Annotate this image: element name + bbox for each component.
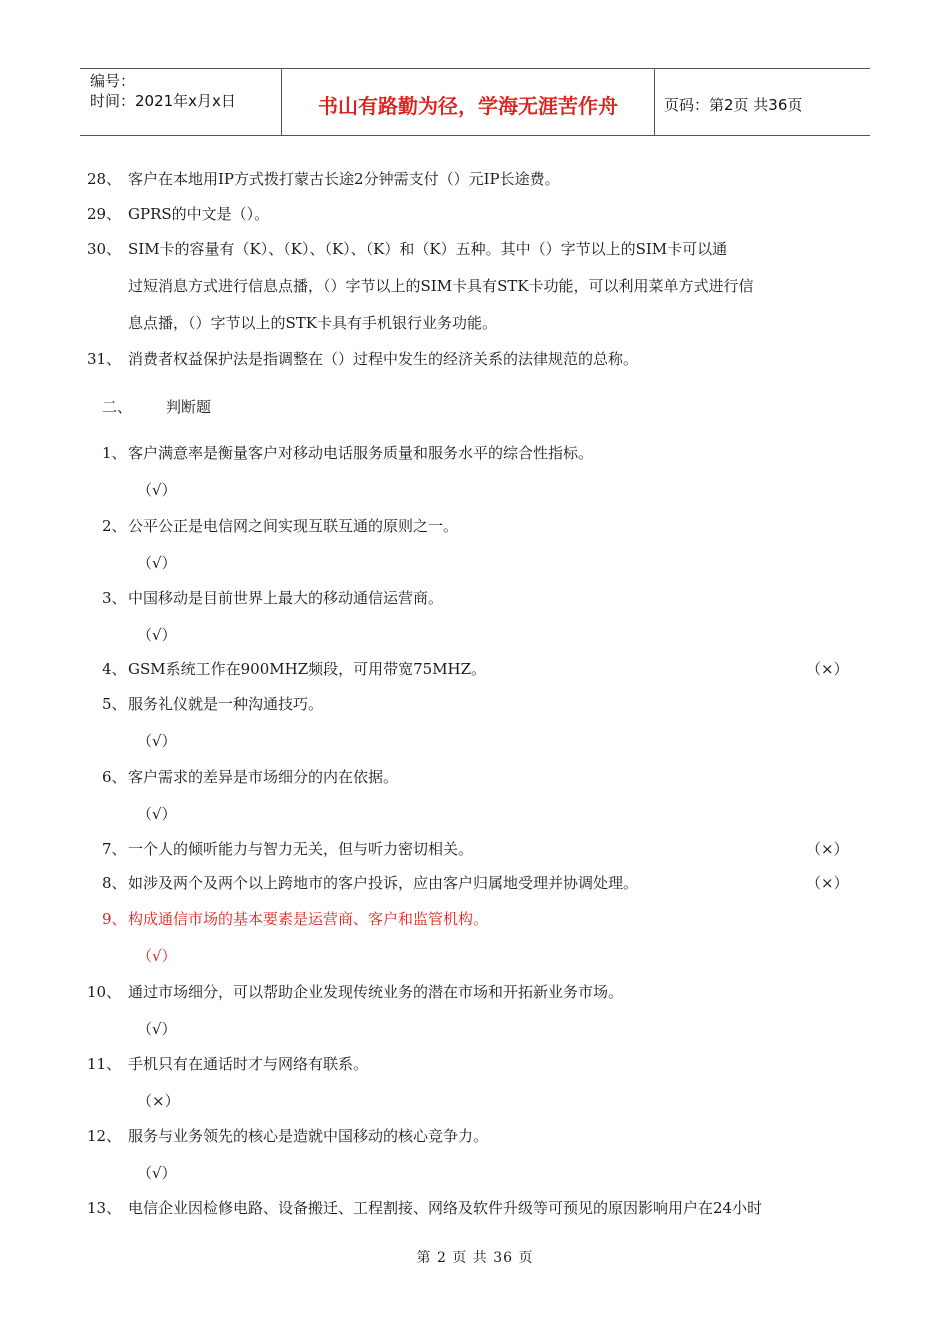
judgment-text: 通过市场细分，可以帮助企业发现传统业务的潜在市场和开拓新业务市场。 [128, 983, 624, 1001]
judgment-answer-inline: （×） [806, 840, 849, 858]
section-number: 二、 [102, 398, 133, 416]
judgment-answer-highlighted: （√） [137, 947, 177, 965]
judgment-answer: （×） [137, 1092, 180, 1110]
judgment-answer: （√） [137, 481, 177, 499]
question-text: GPRS的中文是（）。 [128, 205, 270, 223]
judgment-answer-inline: （×） [806, 874, 849, 892]
judgment-number: 12、 [87, 1127, 122, 1145]
judgment-text: 如涉及两个及两个以上跨地市的客户投诉，应由客户归属地受理并协调处理。 [128, 874, 639, 892]
judgment-text: 中国移动是目前世界上最大的移动通信运营商。 [128, 589, 444, 607]
question-text-continued: 过短消息方式进行信息点播，（）字节以上的SIM卡具有STK卡功能，可以利用菜单方式进行信 [128, 277, 754, 295]
page-footer: 第 2 页 共 36 页 [416, 1250, 534, 1266]
judgment-text-highlighted: 构成通信市场的基本要素是运营商、客户和监管机构。 [128, 910, 489, 928]
judgment-text: 电信企业因检修电路、设备搬迁、工程割接、网络及软件升级等可预见的原因影响用户在24小时 [128, 1199, 763, 1217]
question-text: 客户在本地用IP方式拨打蒙古长途2分钟需支付（）元IP长途费。 [128, 170, 560, 188]
header-bottom-rule [80, 135, 870, 136]
judgment-number: 10、 [87, 983, 122, 1001]
judgment-answer: （√） [137, 554, 177, 572]
judgment-answer: （√） [137, 626, 177, 644]
judgment-text: 服务礼仪就是一种沟通技巧。 [128, 695, 324, 713]
date-label: 时间：2021年x月x日 [90, 92, 236, 110]
judgment-text: 手机只有在通话时才与网络有联系。 [128, 1055, 369, 1073]
question-number: 28、 [87, 170, 122, 188]
judgment-number: 11、 [87, 1055, 122, 1073]
question-number: 31、 [87, 350, 122, 368]
page-label: 页码：第2页 共36页 [664, 96, 803, 114]
judgment-number: 8、 [102, 874, 127, 892]
judgment-number-highlighted: 9、 [102, 910, 127, 928]
judgment-number: 7、 [102, 840, 127, 858]
judgment-answer: （√） [137, 1164, 177, 1182]
question-number: 30、 [87, 240, 122, 258]
judgment-text: 公平公正是电信网之间实现互联互通的原则之一。 [128, 517, 459, 535]
judgment-text: 客户满意率是衡量客户对移动电话服务质量和服务水平的综合性指标。 [128, 444, 594, 462]
judgment-number: 2、 [102, 517, 127, 535]
judgment-number: 13、 [87, 1199, 122, 1217]
section-title: 判断题 [166, 398, 212, 416]
judgment-text: 客户需求的差异是市场细分的内在依据。 [128, 768, 399, 786]
judgment-number: 6、 [102, 768, 127, 786]
header-divider-left [281, 68, 282, 135]
question-text: SIM卡的容量有（K）、（K）、（K）、（K）和（K）五种。其中（）字节以上的SIM卡可以通 [128, 240, 728, 258]
judgment-answer: （√） [137, 1020, 177, 1038]
question-text-continued: 息点播，（）字节以上的STK卡具有手机银行业务功能。 [128, 314, 497, 332]
judgment-number: 4、 [102, 660, 127, 678]
judgment-text: GSM系统工作在900MHZ频段，可用带宽75MHZ。 [128, 660, 487, 678]
judgment-answer-inline: （×） [806, 660, 849, 678]
judgment-answer: （√） [137, 805, 177, 823]
judgment-number: 3、 [102, 589, 127, 607]
question-text: 消费者权益保护法是指调整在（）过程中发生的经济关系的法律规范的总称。 [128, 350, 639, 368]
header-top-rule [80, 68, 870, 69]
header-divider-right [654, 68, 655, 135]
question-number: 29、 [87, 205, 122, 223]
judgment-answer: （√） [137, 732, 177, 750]
judgment-text: 一个人的倾听能力与智力无关，但与听力密切相关。 [128, 840, 474, 858]
judgment-number: 5、 [102, 695, 127, 713]
motto: 书山有路勤为径，学海无涯苦作舟 [318, 94, 618, 118]
judgment-number: 1、 [102, 444, 127, 462]
code-label: 编号： [90, 72, 136, 90]
judgment-text: 服务与业务领先的核心是造就中国移动的核心竞争力。 [128, 1127, 489, 1145]
